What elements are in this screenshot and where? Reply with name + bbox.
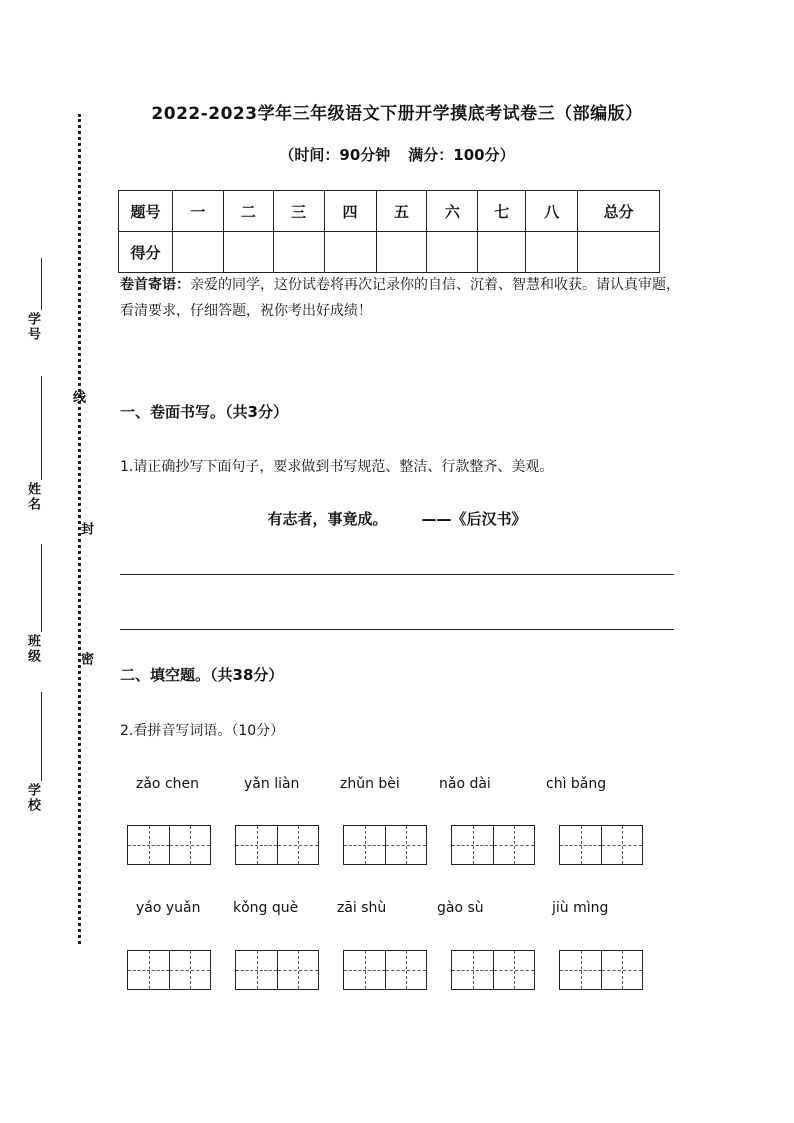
time-info: （时间：90分钟 (279, 146, 391, 164)
tianzige-answer-box[interactable] (127, 950, 211, 990)
writing-line[interactable] (120, 574, 674, 575)
pinyin-prompt: yáo yuǎn (136, 900, 201, 916)
score-entry-cell[interactable] (478, 232, 526, 273)
tianzige-answer-box[interactable] (235, 825, 319, 865)
class-blank (41, 544, 42, 632)
tianzige-answer-box[interactable] (451, 825, 535, 865)
tianzige-answer-box[interactable] (559, 825, 643, 865)
page-title: 2022-2023学年三年级语文下册开学摸底考试卷三（部编版） (151, 104, 643, 124)
pinyin-prompt: zǎo chen (136, 776, 199, 792)
quote-text: 有志者，事竟成。 (267, 510, 388, 528)
writing-line[interactable] (120, 629, 674, 630)
score-entry-cell[interactable] (427, 232, 478, 273)
table-cell: 八 (526, 191, 578, 232)
copy-quote (0, 508, 794, 529)
student-id-blank (41, 258, 42, 310)
section2-heading: 二、填空题。（共38分） (120, 666, 284, 684)
table-cell: 五 (376, 191, 427, 232)
seal-char-fold: 密 (78, 652, 93, 665)
question2-text: 2.看拼音写词语。（10分） (120, 723, 285, 739)
pinyin-prompt: gào sù (437, 900, 484, 916)
table-score-row (119, 232, 660, 273)
pinyin-prompt: chì bǎng (546, 776, 607, 792)
pinyin-prompt: jiù mìng (552, 900, 609, 916)
score-entry-cell[interactable] (172, 232, 223, 273)
school-label: 学校 (25, 783, 40, 813)
score-table (118, 190, 660, 273)
class-label: 班级 (25, 634, 40, 664)
score-entry-cell[interactable] (273, 232, 324, 273)
tianzige-answer-box[interactable] (343, 825, 427, 865)
pinyin-prompt: zāi shù (337, 900, 387, 916)
tianzige-answer-box[interactable] (127, 825, 211, 865)
tianzige-answer-box[interactable] (451, 950, 535, 990)
score-entry-cell[interactable] (324, 232, 376, 273)
quote-source: ——《后汉书》 (421, 510, 527, 528)
name-blank (41, 376, 42, 480)
school-blank (41, 692, 42, 781)
tianzige-answer-box[interactable] (343, 950, 427, 990)
score-info: 满分：100分） (408, 146, 515, 164)
exam-notice (120, 272, 680, 324)
score-entry-cell[interactable] (223, 232, 273, 273)
table-header-row (119, 191, 660, 232)
table-cell: 题号 (119, 191, 173, 232)
table-cell: 二 (223, 191, 273, 232)
pinyin-prompt: yǎn liàn (244, 776, 300, 792)
exam-info (0, 144, 794, 165)
question1-text: 1.请正确抄写下面句子，要求做到书写规范、整洁、行款整齐、美观。 (120, 459, 554, 475)
tianzige-answer-box[interactable] (559, 950, 643, 990)
table-cell: 总分 (578, 191, 660, 232)
pinyin-prompt: kǒng què (233, 900, 299, 916)
seal-char-seal: 封 (78, 522, 93, 535)
table-cell: 三 (273, 191, 324, 232)
notice-text: 亲爱的同学，这份试卷将再次记录你的自信、沉着、智慧和收获。请认真审题，看清要求，仔细答题，祝你考出好成绩！ (120, 277, 680, 319)
table-cell: 一 (172, 191, 223, 232)
score-entry-cell[interactable] (578, 232, 660, 273)
pinyin-prompt: zhǔn bèi (340, 776, 400, 792)
score-entry-cell[interactable] (376, 232, 427, 273)
notice-label: 卷首寄语： (120, 277, 190, 293)
table-cell: 得分 (119, 232, 173, 273)
table-cell: 七 (478, 191, 526, 232)
score-entry-cell[interactable] (526, 232, 578, 273)
pinyin-prompt: nǎo dài (439, 776, 491, 792)
student-id-label: 学号 (25, 312, 40, 342)
table-cell: 四 (324, 191, 376, 232)
seal-char-line: 线 (70, 390, 85, 403)
tianzige-answer-box[interactable] (235, 950, 319, 990)
section1-heading: 一、卷面书写。（共3分） (120, 403, 288, 421)
table-cell: 六 (427, 191, 478, 232)
name-label: 姓名 (25, 482, 40, 512)
